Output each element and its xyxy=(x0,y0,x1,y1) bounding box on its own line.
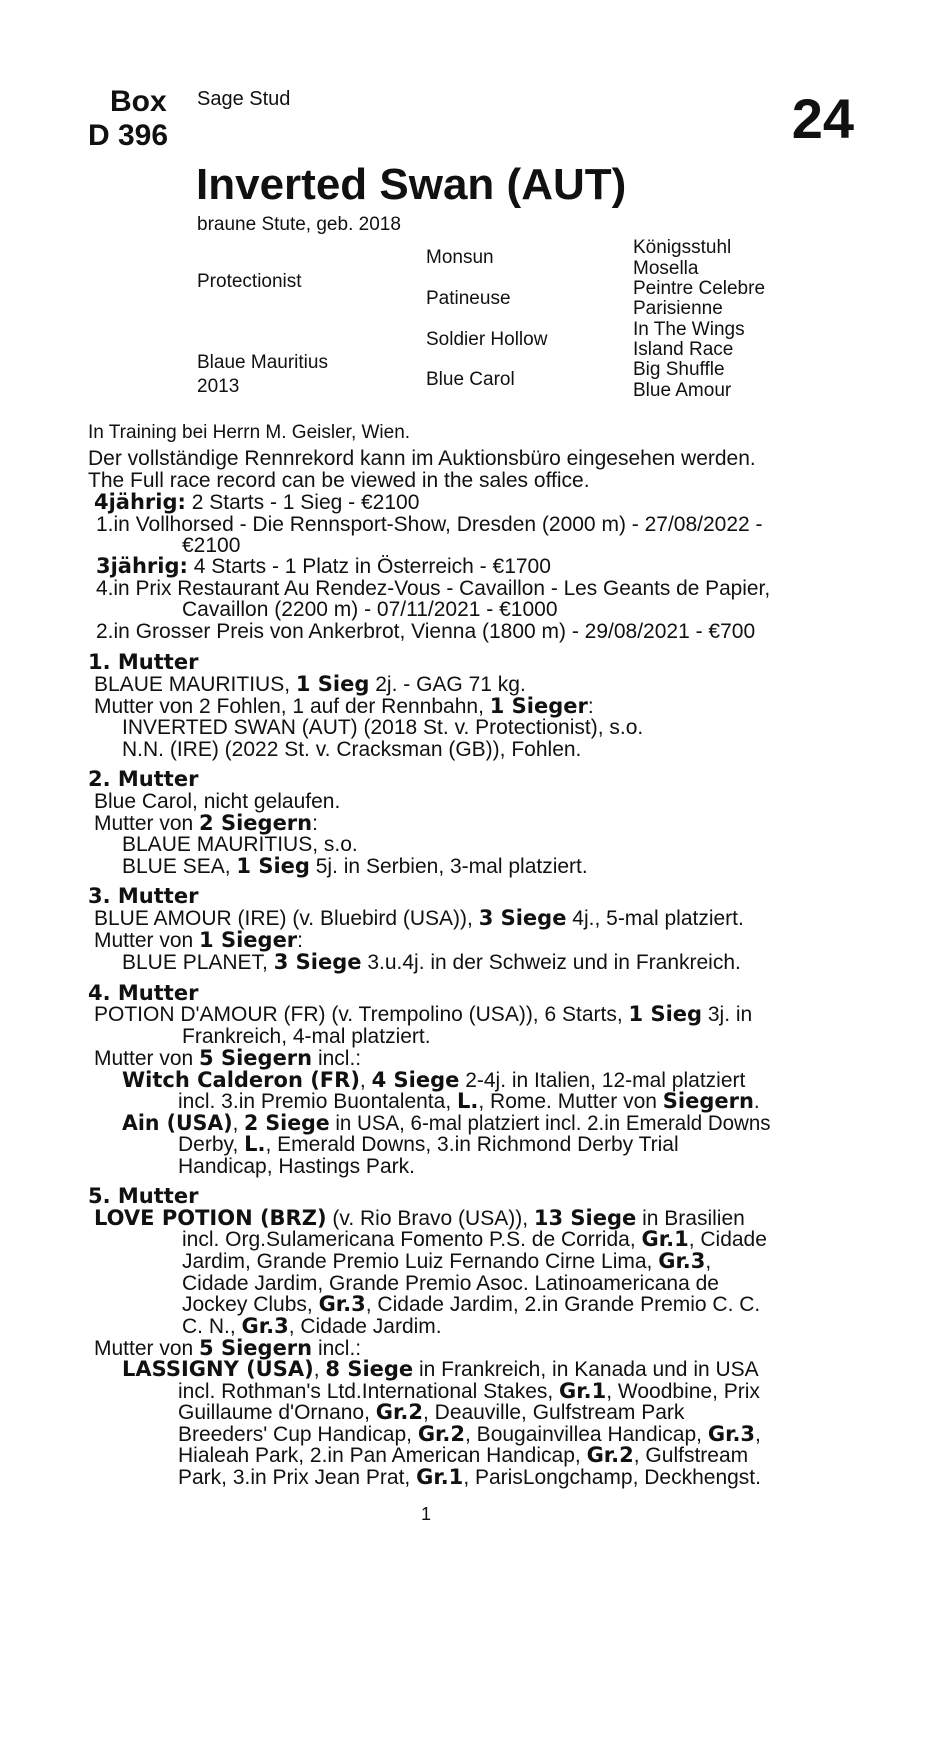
dam4-text: incl. 3.in Premio Buontalenta, xyxy=(178,1090,457,1113)
age4-label: 4jährig: xyxy=(94,490,186,514)
age4-summary: 2 Starts - 1 Sieg - €2100 xyxy=(185,491,420,514)
dam5-wins: 13 Siege xyxy=(533,1206,637,1230)
dam5-winner1-l4 xyxy=(178,1423,761,1447)
record-note-de: Der vollständige Rennrekord kann im Auktionsbüro eingesehen werden. xyxy=(88,447,756,470)
dam2-winners: 2 Siegern xyxy=(199,811,313,835)
age3-race1: 4.in Prix Restaurant Au Rendez-Vous - Cavaillon - Les Geants de Papier, xyxy=(96,577,771,600)
dam4-winners: 5 Siegern xyxy=(199,1046,313,1070)
dam1-wins: 1 Sieg xyxy=(295,672,370,696)
dam3-winners: 1 Sieger xyxy=(199,928,298,952)
dam4-winner2 xyxy=(122,1112,771,1136)
race-grade: Gr.1 xyxy=(416,1465,464,1489)
dam2-foal1: BLAUE MAURITIUS, s.o. xyxy=(122,833,358,856)
dam5-text: Breeders' Cup Handicap, xyxy=(178,1423,418,1446)
dam2-heading: 2. Mutter xyxy=(88,767,199,791)
dam5-text: , ParisLongchamp, Deckhengst. xyxy=(463,1466,761,1489)
dam2-foal2 xyxy=(122,855,588,879)
dam4-text: Mutter von xyxy=(94,1047,200,1070)
dam5-winner1 xyxy=(122,1358,759,1382)
dam4-text: incl.: xyxy=(312,1047,362,1070)
dam5-text: , Woodbine, Prix xyxy=(606,1380,760,1403)
dam3-wins: 3 Siege xyxy=(478,906,567,930)
dam5-line5 xyxy=(182,1293,760,1317)
dam5-text: Park, 3.in Prix Jean Prat, xyxy=(178,1466,417,1489)
dam5-line6 xyxy=(182,1315,442,1339)
dam3-text: 4j., 5-mal platziert. xyxy=(566,907,744,930)
dam5-text: in Brasilien xyxy=(636,1207,745,1230)
dam4-text: , Emerald Downs, 3.in Richmond Derby Trial xyxy=(265,1133,679,1156)
dam5-text: , xyxy=(705,1250,712,1273)
dam5-text: , Deauville, Gulfstream Park xyxy=(422,1401,685,1424)
dam5-text: , Cidade Jardim, 2.in Grande Premio C. C. xyxy=(365,1293,761,1316)
dam1-text: : xyxy=(587,695,594,718)
dam3-line1 xyxy=(94,907,744,931)
dam5-text: incl. Rothman's Ltd.International Stakes, xyxy=(178,1380,560,1403)
dam3-foal1 xyxy=(122,951,741,975)
dam5-text: incl.: xyxy=(312,1337,362,1360)
pedigree-dam-sire: Soldier Hollow xyxy=(426,329,548,350)
dam3-wins: 3 Siege xyxy=(273,950,362,974)
pedigree-g3: Peintre Celebre xyxy=(633,278,766,299)
pedigree-dam: Blaue Mauritius xyxy=(197,352,328,373)
record-note-en: The Full race record can be viewed in the sales office. xyxy=(88,469,590,492)
dam4-line2 xyxy=(94,1047,361,1071)
dam5-text: Jardim, Grande Premio Luiz Fernando Cirne Lima, xyxy=(182,1250,659,1273)
dam5-text: , xyxy=(755,1423,761,1446)
dam4-heading: 4. Mutter xyxy=(88,981,199,1005)
pedigree-sire: Protectionist xyxy=(197,271,302,292)
winner-wins: 8 Siege xyxy=(325,1357,414,1381)
pedigree-g7: Big Shuffle xyxy=(633,359,725,380)
race-grade: Gr.1 xyxy=(641,1227,689,1251)
dam4-text: 2-4j. in Italien, 12-mal platziert xyxy=(459,1069,746,1092)
pedigree-g8: Blue Amour xyxy=(633,380,732,401)
dam4-text: 3j. in xyxy=(702,1003,753,1026)
age4-race1-cont: €2100 xyxy=(182,534,241,557)
age4-line xyxy=(94,491,419,515)
dam1-line2 xyxy=(94,695,594,719)
dam5-text: Jockey Clubs, xyxy=(182,1293,319,1316)
dam2-wins: 1 Sieg xyxy=(236,854,310,878)
dam1-text: BLAUE MAURITIUS, xyxy=(94,673,296,696)
dam1-text: 2j. - GAG 71 kg. xyxy=(369,673,526,696)
dam4-winner2-cont xyxy=(178,1133,679,1157)
pedigree-g4: Parisienne xyxy=(633,298,723,319)
dam4-line1 xyxy=(94,1003,752,1027)
race-grade: Gr.3 xyxy=(658,1249,706,1273)
dam5-text: incl. Org.Sulamericana Fomento P.S. de Corrida, xyxy=(182,1228,642,1251)
dam4-text: Derby, xyxy=(178,1133,245,1156)
dam5-winners: 5 Siegern xyxy=(199,1336,313,1360)
dam1-winners: 1 Sieger xyxy=(489,694,588,718)
pedigree-dam-year: 2013 xyxy=(197,376,240,397)
dam4-line1-cont: Frankreich, 4-mal platziert. xyxy=(182,1025,431,1048)
dam5-text: C. N., xyxy=(182,1315,242,1338)
dam5-text: , Bougainvillea Handicap, xyxy=(465,1423,708,1446)
pedigree-g1: Königsstuhl xyxy=(633,237,732,258)
dam5-text: Mutter von xyxy=(94,1337,200,1360)
dam5-text: , Gulfstream xyxy=(633,1444,749,1467)
dam5-line2 xyxy=(182,1228,767,1252)
dam3-text: BLUE PLANET, xyxy=(122,951,274,974)
dam4-text: , xyxy=(232,1112,245,1135)
age3-race2: 2.in Grosser Preis von Ankerbrot, Vienna (1800 m) - 29/08/2021 - €700 xyxy=(96,620,756,643)
race-grade: Gr.2 xyxy=(586,1443,634,1467)
age3-label: 3jährig: xyxy=(96,554,188,578)
race-grade: Gr.3 xyxy=(707,1422,756,1446)
pedigree-sire-dam: Patineuse xyxy=(426,288,511,309)
dam3-text: BLUE AMOUR (IRE) (v. Bluebird (USA)), xyxy=(94,907,479,930)
dam2-text: Mutter von xyxy=(94,812,200,835)
dam4-winner1 xyxy=(122,1069,745,1093)
dam5-text: (v. Rio Bravo (USA)), xyxy=(326,1207,534,1230)
dam1-foal1: INVERTED SWAN (AUT) (2018 St. v. Protectionist), s.o. xyxy=(122,716,644,739)
dam1-foal2: N.N. (IRE) (2022 St. v. Cracksman (GB)), Fohlen. xyxy=(122,738,582,761)
dam2-text: BLUE SEA, xyxy=(122,855,237,878)
age3-summary: 4 Starts - 1 Platz in Österreich - €1700 xyxy=(187,555,551,578)
dam2-text: 5j. in Serbien, 3-mal platziert. xyxy=(309,855,588,878)
race-grade: Gr.2 xyxy=(417,1422,466,1446)
dam4-text: , xyxy=(359,1069,372,1092)
winner-name: Ain (USA) xyxy=(122,1111,233,1135)
dam4-text: POTION D'AMOUR (FR) (v. Trempolino (USA)), 6 Starts, xyxy=(94,1003,629,1026)
dam2-line1: Blue Carol, nicht gelaufen. xyxy=(94,790,341,813)
race-grade: L. xyxy=(457,1089,479,1113)
horse-name: Inverted Swan (AUT) xyxy=(196,160,627,209)
dam5-text: in Frankreich, in Kanada und in USA xyxy=(413,1358,759,1381)
pedigree-g2: Mosella xyxy=(633,258,699,279)
dam5-winner1-l5 xyxy=(178,1444,748,1468)
age3-race1-cont: Cavaillon (2200 m) - 07/11/2021 - €1000 xyxy=(182,598,558,621)
dam5-line3 xyxy=(182,1250,711,1274)
horse-description: braune Stute, geb. 2018 xyxy=(197,214,401,235)
dam5-winner1-l2 xyxy=(178,1380,760,1404)
winner-wins: 2 Siege xyxy=(244,1111,330,1135)
lot-number: 24 xyxy=(791,87,854,150)
dam4-text: in USA, 6-mal platziert incl. 2.in Emerald Downs xyxy=(329,1112,771,1135)
dam3-heading: 3. Mutter xyxy=(88,884,199,908)
dam5-name: LOVE POTION (BRZ) xyxy=(94,1206,327,1230)
dam4-text: , Rome. Mutter von xyxy=(478,1090,663,1113)
box-label: Box xyxy=(110,85,167,118)
age4-race1: 1.in Vollhorsed - Die Rennsport-Show, Dresden (2000 m) - 27/08/2022 - xyxy=(96,513,763,536)
winner-wins: 4 Siege xyxy=(371,1068,460,1092)
dam5-text: , Cidade Jardim. xyxy=(288,1315,442,1338)
dam4-winner2-cont2: Handicap, Hastings Park. xyxy=(178,1155,415,1178)
dam3-text: : xyxy=(297,929,304,952)
dam5-heading: 5. Mutter xyxy=(88,1184,199,1208)
dam3-line2 xyxy=(94,929,303,953)
dam3-text: Mutter von xyxy=(94,929,200,952)
race-grade: L. xyxy=(244,1132,266,1156)
box-number: D 396 xyxy=(88,119,169,152)
dam5-text: , Cidade xyxy=(688,1228,767,1251)
pedigree-dam-dam: Blue Carol xyxy=(426,369,515,390)
dam2-line2 xyxy=(94,812,318,836)
dam5-winner1-l3 xyxy=(178,1401,684,1425)
pedigree-g6: Island Race xyxy=(633,339,734,360)
race-grade: Gr.3 xyxy=(318,1292,366,1316)
dam5-text: Guillaume d'Ornano, xyxy=(178,1401,376,1424)
training-note: In Training bei Herrn M. Geisler, Wien. xyxy=(88,422,411,443)
dam2-text: : xyxy=(312,812,318,835)
dam4-text: . xyxy=(753,1090,760,1113)
winner-note: Siegern xyxy=(662,1089,754,1113)
consignor: Sage Stud xyxy=(197,88,291,110)
page-number: 1 xyxy=(421,1504,432,1524)
winner-name: LASSIGNY (USA) xyxy=(122,1357,314,1381)
age3-line xyxy=(96,555,551,579)
pedigree-sire-sire: Monsun xyxy=(426,247,494,268)
race-grade: Gr.1 xyxy=(559,1379,607,1403)
race-grade: Gr.3 xyxy=(241,1314,289,1338)
dam1-line1 xyxy=(94,673,526,697)
dam1-text: Mutter von 2 Fohlen, 1 auf der Rennbahn, xyxy=(94,695,490,718)
dam4-wins: 1 Sieg xyxy=(628,1002,703,1026)
dam5-text: Hialeah Park, 2.in Pan American Handicap, xyxy=(178,1444,587,1467)
dam5-line4: Cidade Jardim, Grande Premio Asoc. Latinoamericana de xyxy=(182,1272,719,1295)
pedigree-g5: In The Wings xyxy=(633,319,745,340)
winner-name: Witch Calderon (FR) xyxy=(122,1068,360,1092)
dam5-winner1-l6 xyxy=(178,1466,761,1490)
dam5-text: , xyxy=(313,1358,326,1381)
dam4-winner1-cont xyxy=(178,1090,760,1114)
dam1-heading: 1. Mutter xyxy=(88,650,199,674)
dam3-text: 3.u.4j. in der Schweiz und in Frankreich. xyxy=(361,951,741,974)
race-grade: Gr.2 xyxy=(375,1400,423,1424)
